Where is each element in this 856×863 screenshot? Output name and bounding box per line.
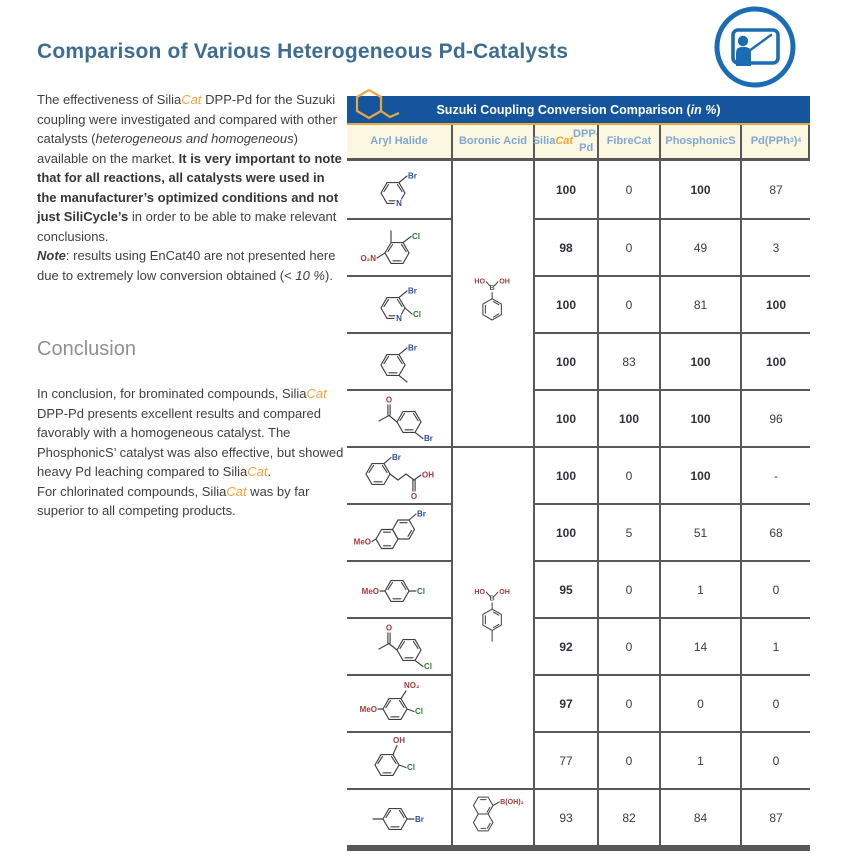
conversion-cell: 49 — [659, 218, 740, 275]
svg-text:MeO: MeO — [361, 586, 379, 596]
structure-4-bromoacetophenone — [351, 392, 447, 446]
structure-2-bromotoluene — [351, 335, 447, 389]
svg-text:Br: Br — [392, 452, 401, 462]
conversion-cell: 0 — [740, 560, 810, 617]
conversion-cell: 0 — [659, 674, 740, 731]
svg-text:B: B — [489, 283, 495, 292]
conversion-cell: 100 — [533, 275, 597, 332]
structure-4-chloroanisole — [351, 563, 447, 617]
conclusion-paragraph-1: In conclusion, for brominated compounds, SiliaCat DPP-Pd presents excellent results and compared favorably with a homogeneous catalyst. The PhosphonicS’ catalyst was also effective, but showed heavy Pd leaching compared to SiliaCat. — [37, 386, 344, 479]
svg-text:O₂N: O₂N — [360, 253, 376, 263]
col-header-phosphonics: PhosphonicS — [659, 125, 740, 158]
boronic-acid-cell — [451, 788, 533, 845]
aryl-halide-cell — [347, 389, 451, 446]
svg-text:O: O — [385, 623, 393, 632]
conversion-cell: 100 — [533, 446, 597, 503]
conversion-cell: 92 — [533, 617, 597, 674]
structure-chloro-nitrotoluene — [351, 221, 447, 275]
conclusion-paragraph-2: For chlorinated compounds, SiliaCat was by far superior to all competing products. — [37, 483, 310, 518]
svg-text:HO: HO — [474, 277, 485, 286]
col-header-boronic-acid: Boronic Acid — [451, 125, 533, 158]
structure-3-bromopyridine — [351, 163, 447, 217]
note-paragraph: Note: results using EnCat40 are not presented here due to extremely low conversion obtained (< 10 %). — [37, 248, 336, 283]
svg-text:OH: OH — [393, 735, 405, 745]
aryl-halide-cell — [347, 218, 451, 275]
conversion-cell: 1 — [659, 731, 740, 788]
conversion-cell: 0 — [597, 674, 659, 731]
col-header-siliacat-dpp-pd: Silia Cat DPP-Pd — [533, 125, 597, 158]
conversion-cell: 0 — [597, 731, 659, 788]
conversion-cell: 100 — [533, 389, 597, 446]
conversion-cell: 93 — [533, 788, 597, 845]
conversion-cell: 98 — [533, 218, 597, 275]
svg-text:Br: Br — [417, 509, 426, 518]
aryl-halide-cell — [347, 275, 451, 332]
svg-text:HO: HO — [474, 588, 485, 596]
svg-text:Cl: Cl — [412, 231, 420, 241]
col-header-fibrecat: FibreCat — [597, 125, 659, 158]
structure-naphthalene-1-boronic-acid — [453, 787, 533, 849]
svg-text:Br: Br — [415, 814, 424, 824]
conversion-cell: 96 — [740, 389, 810, 446]
structure-p-tolylboronic-acid — [453, 574, 533, 662]
svg-text:O: O — [410, 491, 418, 501]
svg-text:Cl: Cl — [424, 661, 432, 671]
structure-bromophenyl-propanoic-acid — [351, 449, 447, 503]
conversion-cell: 0 — [597, 218, 659, 275]
svg-text:OH: OH — [499, 277, 510, 286]
svg-text:NO₂: NO₂ — [404, 680, 420, 690]
conversion-cell: - — [740, 446, 810, 503]
conversion-cell: 5 — [597, 503, 659, 560]
boronic-acid-cell — [451, 161, 533, 446]
structure-phenylboronic-acid — [453, 264, 533, 344]
conversion-cell: 84 — [659, 788, 740, 845]
aryl-halide-cell — [347, 731, 451, 788]
conversion-cell: 1 — [659, 560, 740, 617]
conversion-cell: 81 — [659, 275, 740, 332]
conversion-cell: 100 — [740, 332, 810, 389]
conversion-cell: 100 — [659, 332, 740, 389]
structure-bromo-methoxynaphthalene — [351, 506, 447, 560]
conversion-cell: 0 — [597, 617, 659, 674]
aryl-halide-cell — [347, 446, 451, 503]
table-title-bar — [347, 96, 810, 123]
table-title: Suzuki Coupling Conversion Comparison (in %) — [436, 102, 721, 117]
conversion-cell: 100 — [533, 332, 597, 389]
table-body — [347, 161, 810, 845]
conversion-cell: 100 — [659, 389, 740, 446]
conversion-cell: 83 — [597, 332, 659, 389]
conversion-cell: 0 — [597, 446, 659, 503]
conversion-cell: 97 — [533, 674, 597, 731]
conversion-cell: 0 — [597, 560, 659, 617]
boronic-acid-cell — [451, 446, 533, 788]
aryl-halide-cell — [347, 161, 451, 218]
conversion-cell: 51 — [659, 503, 740, 560]
conversion-cell: 82 — [597, 788, 659, 845]
conversion-cell: 100 — [533, 161, 597, 218]
conversion-cell: 87 — [740, 161, 810, 218]
svg-text:MeO: MeO — [353, 537, 371, 546]
conversion-cell: 14 — [659, 617, 740, 674]
conversion-cell: 0 — [597, 161, 659, 218]
svg-text:B: B — [489, 594, 495, 603]
conversion-cell: 68 — [740, 503, 810, 560]
svg-text:Cl: Cl — [417, 586, 425, 596]
conversion-cell: 100 — [533, 503, 597, 560]
svg-text:N: N — [396, 198, 402, 208]
molecule-decoration-icon — [349, 84, 407, 130]
svg-text:OH: OH — [422, 470, 434, 479]
conversion-cell: 95 — [533, 560, 597, 617]
svg-text:Br: Br — [408, 286, 417, 295]
svg-text:O: O — [385, 395, 393, 404]
intro-paragraph: The effectiveness of SiliaCat DPP-Pd for the Suzuki coupling were investigated and compared with other catalysts (heterogeneous and homogeneous) available on the market. It is very important to note that for all reactions, all catalysts were used in the manufacturer’s optimized conditions and not just SiliCycle’s in order to be able to make relevant conclusions. — [37, 92, 342, 244]
svg-text:OH: OH — [499, 588, 510, 596]
svg-text:Br: Br — [424, 433, 433, 443]
conversion-cell: 100 — [659, 161, 740, 218]
structure-4-bromotoluene — [351, 791, 447, 845]
aryl-halide-cell — [347, 788, 451, 845]
aryl-halide-cell — [347, 503, 451, 560]
svg-text:Cl: Cl — [413, 309, 421, 319]
svg-text:N: N — [396, 313, 402, 323]
structure-chloro-methoxy-nitrobenzene — [351, 677, 447, 731]
aryl-halide-cell — [347, 560, 451, 617]
col-header-pdpph34: Pd(PPh 3 ) 4 — [740, 125, 810, 158]
conversion-cell: 1 — [740, 617, 810, 674]
page-title: Comparison of Various Heterogeneous Pd-Catalysts — [37, 40, 569, 64]
left-text-column — [37, 90, 345, 521]
conversion-cell: 100 — [740, 275, 810, 332]
aryl-halide-cell — [347, 332, 451, 389]
svg-text:Br: Br — [408, 343, 417, 352]
column-header-row — [347, 125, 810, 158]
comparison-table — [347, 96, 810, 851]
svg-text:Cl: Cl — [415, 706, 423, 716]
svg-text:Cl: Cl — [407, 762, 415, 772]
conclusion-heading: Conclusion — [37, 338, 136, 360]
conversion-cell: 0 — [597, 275, 659, 332]
table-bottom-bar — [347, 845, 810, 851]
conversion-cell: 0 — [740, 674, 810, 731]
conversion-cell: 77 — [533, 731, 597, 788]
structure-2-chlorophenol — [351, 734, 447, 788]
conversion-cell: 100 — [659, 446, 740, 503]
aryl-halide-cell — [347, 617, 451, 674]
svg-text:Br: Br — [408, 171, 417, 180]
col-header-aryl-halide: Aryl Halide — [370, 134, 428, 147]
conversion-cell: 0 — [740, 731, 810, 788]
structure-4-chloroacetophenone — [351, 620, 447, 674]
conversion-cell: 87 — [740, 788, 810, 845]
structure-bromo-chloropyridine — [351, 278, 447, 332]
svg-text:MeO: MeO — [359, 704, 377, 714]
conversion-cell: 100 — [597, 389, 659, 446]
conversion-cell: 3 — [740, 218, 810, 275]
aryl-halide-cell — [347, 674, 451, 731]
svg-text:B(OH)₂: B(OH)₂ — [500, 797, 524, 806]
presenter-icon — [712, 4, 798, 90]
